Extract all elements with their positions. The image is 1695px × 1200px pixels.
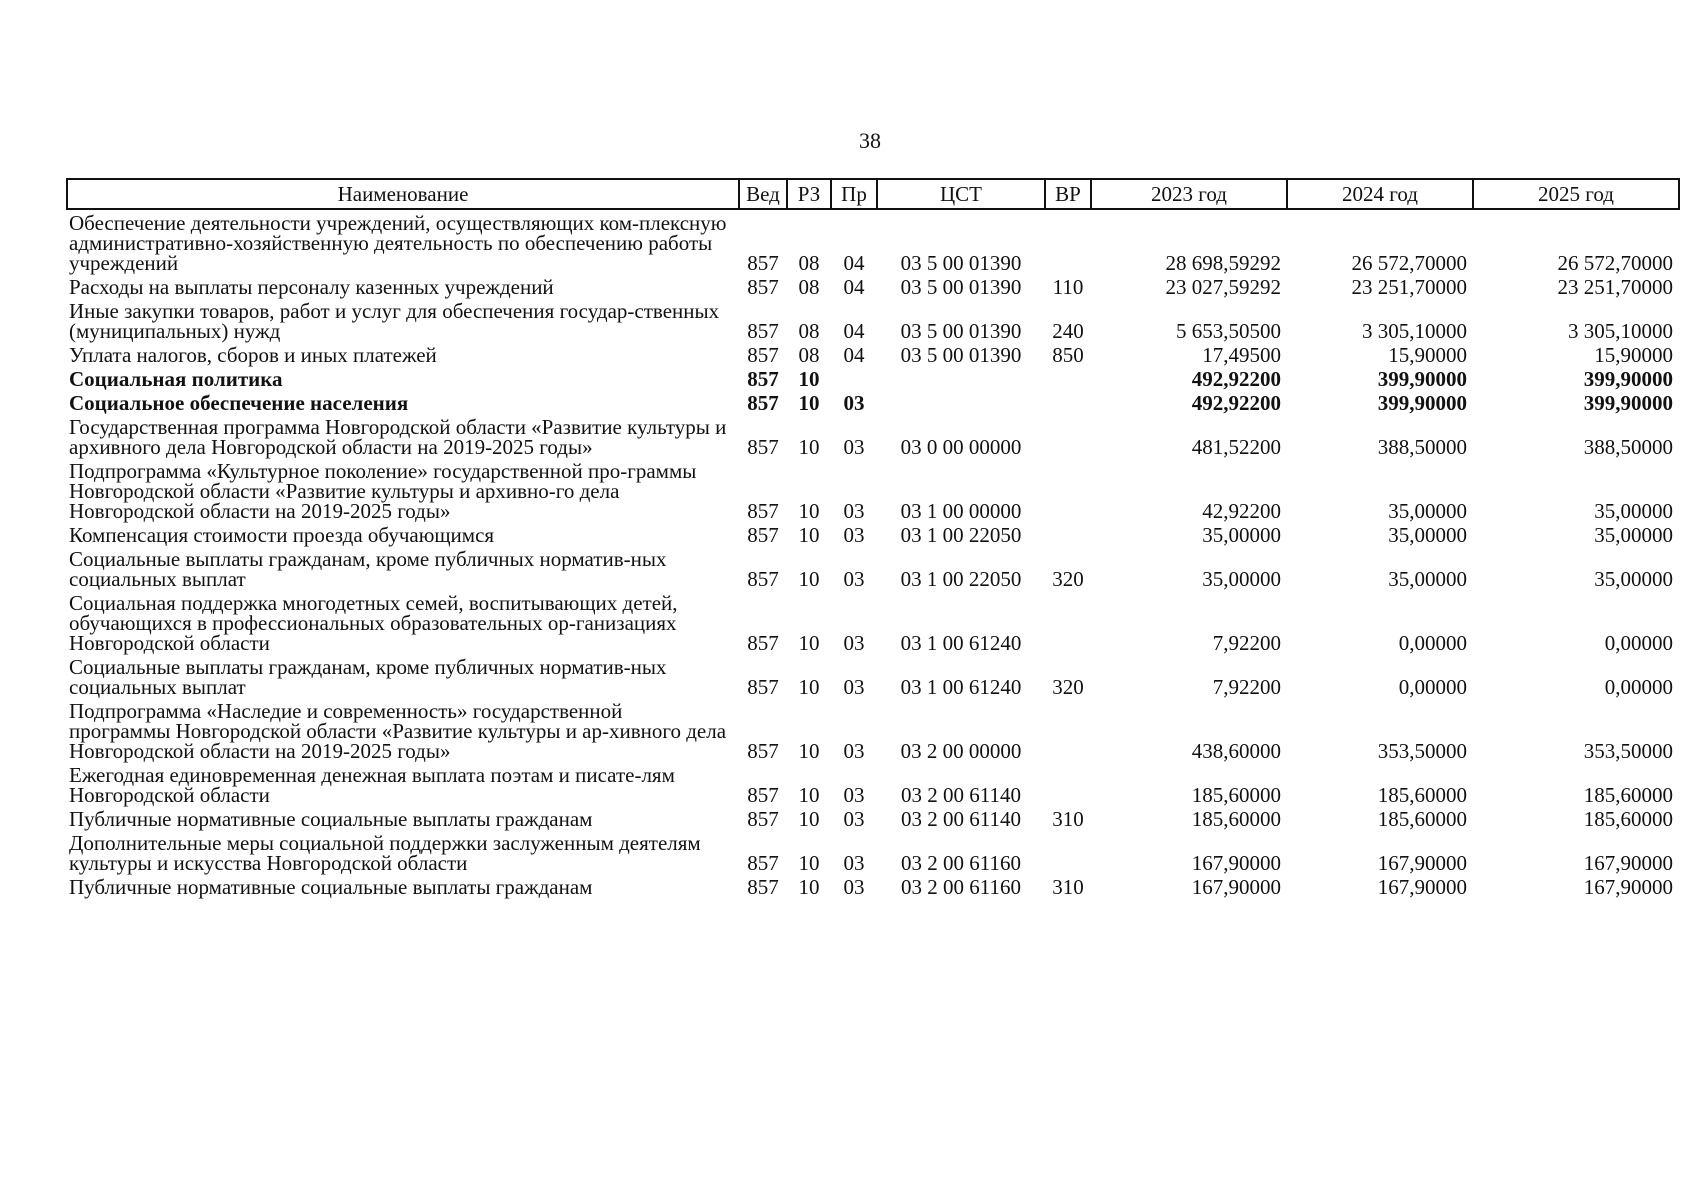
row-pr: 04 [843,319,865,343]
row-cst: 03 5 00 01390 [900,275,1022,299]
row-vr: 320 [1052,675,1084,699]
row-ved: 857 [747,343,779,367]
row-value-2025: 35,00000 [1594,499,1673,523]
row-ved: 857 [747,631,779,655]
table-row [67,414,1679,458]
row-ved: 857 [747,807,779,831]
row-vr [1045,366,1091,390]
row-cst: 03 2 00 61140 [901,783,1021,807]
row-value-2025: 185,60000 [1583,807,1673,831]
row-value-2023: 28 698,59292 [1165,251,1281,275]
row-value-2025: 399,90000 [1583,391,1673,415]
row-pr: 03 [843,499,865,523]
row-rz: 08 [798,275,820,299]
row-cst: 03 2 00 61160 [901,851,1021,875]
row-value-2024: 185,60000 [1377,783,1467,807]
row-name: Компенсация стоимости проезда обучающимся [69,523,495,547]
row-cst: 03 5 00 01390 [900,251,1022,275]
row-value-2024: 26 572,70000 [1351,251,1467,275]
table-row [67,366,1679,390]
header-vr: ВР [1045,179,1091,209]
row-vr: 320 [1052,567,1084,591]
row-pr [831,366,877,390]
row-value-2025: 185,60000 [1583,783,1673,807]
row-pr: 03 [843,435,865,459]
row-vr [1045,830,1091,874]
row-name: Социальные выплаты гражданам, кроме публичных норматив-ных социальных выплат [69,655,667,699]
row-cst: 03 2 00 00000 [900,739,1022,763]
row-ved: 857 [747,875,779,899]
row-name: Публичные нормативные социальные выплаты гражданам [69,807,593,831]
row-value-2023: 438,60000 [1191,739,1281,763]
row-pr: 03 [843,391,865,415]
table-row [67,298,1679,342]
row-pr: 03 [843,631,865,655]
row-value-2023: 5 653,50500 [1176,319,1281,343]
row-value-2025: 388,50000 [1583,435,1673,459]
row-vr [1045,762,1091,806]
row-rz: 10 [798,499,820,523]
row-vr [1045,590,1091,654]
row-value-2024: 185,60000 [1377,807,1467,831]
row-rz: 10 [798,675,820,699]
row-value-2023: 7,92200 [1212,631,1281,655]
table-row [67,590,1679,654]
row-rz: 10 [798,851,820,875]
row-name: Расходы на выплаты персоналу казенных учреждений [69,275,554,299]
row-rz: 10 [798,783,820,807]
row-value-2024: 399,90000 [1377,367,1467,391]
row-cst: 03 1 00 61240 [900,631,1022,655]
row-pr: 03 [843,523,865,547]
row-pr: 03 [843,851,865,875]
row-rz: 08 [798,251,820,275]
row-name: Социальное обеспечение населения [69,391,409,415]
row-ved: 857 [747,567,779,591]
row-value-2024: 35,00000 [1388,499,1467,523]
row-cst [877,390,1045,414]
row-rz: 10 [798,807,820,831]
row-cst: 03 1 00 22050 [900,523,1022,547]
row-vr: 310 [1052,807,1084,831]
row-vr [1045,522,1091,546]
row-ved: 857 [747,851,779,875]
row-value-2025: 167,90000 [1583,875,1673,899]
row-value-2024: 35,00000 [1388,523,1467,547]
row-value-2025: 15,90000 [1594,343,1673,367]
row-value-2024: 23 251,70000 [1351,275,1467,299]
row-pr: 04 [843,251,865,275]
row-pr: 03 [843,739,865,763]
row-value-2025: 167,90000 [1583,851,1673,875]
header-ved: Вед [739,179,787,209]
row-rz: 10 [798,391,820,415]
row-vr [1045,209,1091,274]
row-ved: 857 [747,783,779,807]
row-value-2023: 481,52200 [1191,435,1281,459]
row-rz: 10 [798,875,820,899]
table-row [67,274,1679,298]
row-vr [1045,458,1091,522]
row-pr: 03 [843,875,865,899]
table-row [67,342,1679,366]
row-rz: 10 [798,631,820,655]
header-rz: РЗ [787,179,831,209]
row-ved: 857 [747,523,779,547]
row-cst: 03 5 00 01390 [900,343,1022,367]
table-row [67,654,1679,698]
table-row [67,762,1679,806]
row-name: Публичные нормативные социальные выплаты гражданам [69,875,593,899]
row-rz: 10 [798,435,820,459]
row-cst: 03 1 00 00000 [900,499,1022,523]
table-row [67,458,1679,522]
row-ved: 857 [747,319,779,343]
table-row [67,830,1679,874]
row-ved: 857 [747,251,779,275]
row-pr: 03 [843,807,865,831]
table-header [67,179,1679,209]
row-rz: 08 [798,319,820,343]
row-name: Социальные выплаты гражданам, кроме публичных норматив-ных социальных выплат [69,547,667,591]
row-ved: 857 [747,391,779,415]
row-cst: 03 2 00 61140 [901,807,1021,831]
row-value-2023: 492,92200 [1191,367,1281,391]
row-cst [877,366,1045,390]
row-ved: 857 [747,739,779,763]
row-value-2023: 35,00000 [1202,523,1281,547]
row-value-2024: 167,90000 [1377,875,1467,899]
row-value-2024: 399,90000 [1377,391,1467,415]
table-row [67,522,1679,546]
row-ved: 857 [747,499,779,523]
row-value-2024: 35,00000 [1388,567,1467,591]
row-value-2024: 167,90000 [1377,851,1467,875]
header-name: Наименование [67,179,739,209]
row-vr: 110 [1052,275,1084,299]
row-name: Подпрограмма «Культурное поколение» государственной про-граммы Новгородской области «Развитие культуры и архивно-го дела Новгородской области на 2019-2025 годы» [69,459,697,523]
row-value-2023: 185,60000 [1191,807,1281,831]
row-name: Ежегодная единовременная денежная выплата поэтам и писате-лям Новгородской области [69,763,675,807]
row-rz: 10 [798,367,820,391]
header-2024: 2024 год [1287,179,1473,209]
row-value-2023: 23 027,59292 [1165,275,1281,299]
row-value-2025: 0,00000 [1604,675,1673,699]
row-name: Дополнительные меры социальной поддержки заслуженным деятелям культуры и искусства Новгородской области [69,831,701,875]
row-vr: 240 [1052,319,1084,343]
row-value-2023: 17,49500 [1202,343,1281,367]
page-number: 38 [859,128,881,153]
row-vr [1045,390,1091,414]
row-value-2024: 15,90000 [1388,343,1467,367]
table-row [67,874,1679,898]
row-value-2023: 42,92200 [1202,499,1281,523]
row-name: Социальная поддержка многодетных семей, воспитывающих детей, обучающихся в профессиональных образовательных ор-ганизациях Новгородской области [69,591,678,655]
row-pr: 03 [843,675,865,699]
row-cst: 03 1 00 61240 [900,675,1022,699]
row-name: Иные закупки товаров, работ и услуг для обеспечения государ-ственных (муниципальных) нужд [69,299,720,343]
row-value-2025: 35,00000 [1594,567,1673,591]
row-cst: 03 2 00 61160 [901,875,1021,899]
row-value-2023: 185,60000 [1191,783,1281,807]
row-value-2025: 0,00000 [1604,631,1673,655]
row-value-2023: 7,92200 [1212,675,1281,699]
row-value-2023: 167,90000 [1191,875,1281,899]
row-name: Социальная политика [69,367,283,391]
row-ved: 857 [747,275,779,299]
row-vr: 850 [1052,343,1084,367]
row-value-2025: 35,00000 [1594,523,1673,547]
row-name: Уплата налогов, сборов и иных платежей [69,343,437,367]
row-value-2025: 3 305,10000 [1568,319,1673,343]
row-name: Подпрограмма «Наследие и современность» государственной программы Новгородской области «Развитие культуры и ар-хивного дела Новгородской области на 2019-2025 годы» [69,699,727,763]
row-cst: 03 5 00 01390 [900,319,1022,343]
row-value-2024: 353,50000 [1377,739,1467,763]
row-value-2025: 23 251,70000 [1557,275,1673,299]
table-row [67,209,1679,274]
row-vr [1045,698,1091,762]
table-row [67,390,1679,414]
row-rz: 10 [798,739,820,763]
header-pr: Пр [831,179,877,209]
header-cst: ЦСТ [877,179,1045,209]
table-row [67,546,1679,590]
row-rz: 10 [798,523,820,547]
table-row [67,698,1679,762]
row-pr: 03 [843,783,865,807]
header-2023: 2023 год [1091,179,1287,209]
row-value-2025: 399,90000 [1583,367,1673,391]
row-value-2025: 353,50000 [1583,739,1673,763]
header-2025: 2025 год [1473,179,1679,209]
row-vr [1045,414,1091,458]
table-body [67,209,1679,898]
row-cst: 03 0 00 00000 [900,435,1022,459]
row-value-2024: 388,50000 [1377,435,1467,459]
row-pr: 04 [843,343,865,367]
table-row [67,806,1679,830]
row-value-2024: 3 305,10000 [1362,319,1467,343]
row-ved: 857 [747,367,779,391]
row-pr: 03 [843,567,865,591]
row-value-2023: 35,00000 [1202,567,1281,591]
row-rz: 08 [798,343,820,367]
row-ved: 857 [747,675,779,699]
row-value-2023: 167,90000 [1191,851,1281,875]
row-value-2024: 0,00000 [1398,675,1467,699]
row-value-2023: 492,92200 [1191,391,1281,415]
row-rz: 10 [798,567,820,591]
row-value-2025: 26 572,70000 [1557,251,1673,275]
row-value-2024: 0,00000 [1398,631,1467,655]
row-pr: 04 [843,275,865,299]
row-name: Государственная программа Новгородской области «Развитие культуры и архивного дела Новгородской области на 2019-2025 годы» [69,415,727,459]
budget-table [66,178,1680,898]
row-ved: 857 [747,435,779,459]
row-cst: 03 1 00 22050 [900,567,1022,591]
row-name: Обеспечение деятельности учреждений, осуществляющих ком-плексную административно-хозяйственную деятельность по обеспечению работы учреждений [69,211,727,275]
row-vr: 310 [1052,875,1084,899]
